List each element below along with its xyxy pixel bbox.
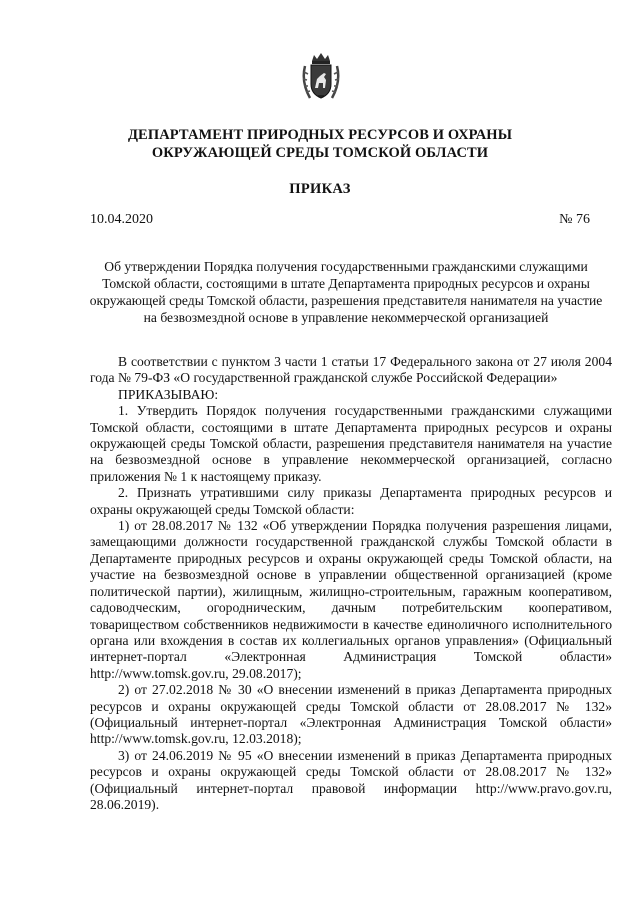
item-1: 1. Утвердить Порядок получения государственными гражданскими служащими Томской области, состоящими в штате Департамента природных ресурсов и охраны окружающей среды Томской области, разрешения представителя нанимателя на участие на безвозмездной основе в управление некоммерческой организацией, согласно приложения № 1 к настоящему приказу. (90, 403, 612, 484)
document-type: ПРИКАЗ (289, 181, 351, 197)
order-body (90, 354, 612, 813)
order-number: № 76 (559, 212, 590, 227)
item-2: 2. Признать утратившими силу приказы Департамента природных ресурсов и охраны окружающей среды Томской области: (90, 485, 612, 517)
sub-item-2: 2) от 27.02.2018 № 30 «О внесении изменений в приказ Департамента природных ресурсов и охраны окружающей среды Томской области от 28.08.2017 № 132» (Официальный интернет-портал «Электронная Администрация Томской области» http://www.tomsk.gov.ru, 12.03.2018); (90, 682, 612, 747)
preamble: В соответствии с пунктом 3 части 1 статьи 17 Федерального закона от 27 июля 2004 года № 79-ФЗ «О государственной гражданской службе Российской Федерации» (90, 354, 612, 386)
department-name (60, 126, 580, 162)
sub-item-1: 1) от 28.08.2017 № 132 «Об утверждении Порядка получения разрешения лицами, замещающими должности государственной гражданской службы Томской области в Департаменте природных ресурсов и охраны окружающей среды Томской области, на участие на безвозмездной основе в управлении общественной организацией (кроме политической партии), жилищным, жилищно-строительным, гаражным кооперативом, садоводческим, огородническим, дачным потребительским кооперативом, товариществом собственников недвижимости в качестве единоличного исполнительного органа или вхождения в состав их коллегиальных органов управления» (Официальный интернет-портал «Электронная Администрация Томской области» http://www.tomsk.gov.ru, 29.08.2017); (90, 518, 612, 681)
coat-of-arms-icon (300, 52, 342, 104)
department-name-line1: ДЕПАРТАМЕНТ ПРИРОДНЫХ РЕСУРСОВ И ОХРАНЫ (127, 127, 513, 143)
order-date: 10.04.2020 (90, 212, 153, 227)
sub-item-3: 3) от 24.06.2019 № 95 «О внесении изменений в приказ Департамента природных ресурсов и охраны окружающей среды Томской области от 28.08.2017 № 132» (Официальный интернет-портал правовой информации http://www.pravo.gov.ru, 28.06.2019). (90, 747, 612, 812)
department-name-line2: ОКРУЖАЮЩЕЙ СРЕДЫ ТОМСКОЙ ОБЛАСТИ (151, 145, 489, 161)
order-subject: Об утверждении Порядка получения государственными гражданскими служащими Томской области, состоящими в штате Департамента природных ресурсов и охраны окружающей среды Томской области, разрешения представителя нанимателя на участие на безвозмездной основе в управление некоммерческой организацией (89, 259, 603, 325)
command: ПРИКАЗЫВАЮ: (118, 386, 219, 402)
